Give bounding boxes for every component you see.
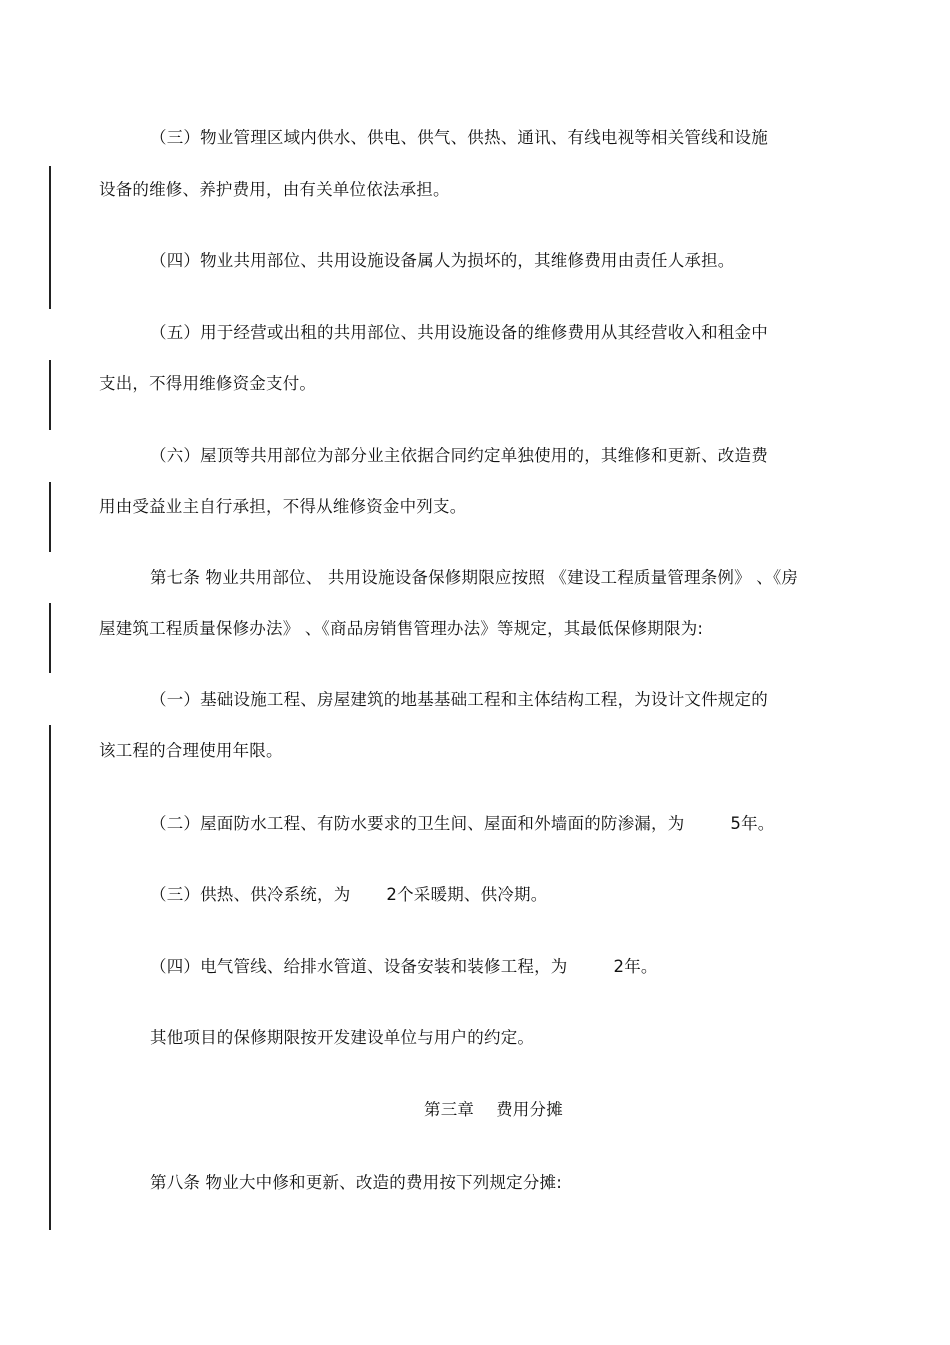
paragraph-6-line-2: 用由受益业主自行承担，不得从维修资金中列支。: [99, 497, 467, 516]
paragraph-3-line-1: （三）物业管理区域内供水、供电、供气、供热、通讯、有线电视等相关管线和设施: [150, 128, 768, 147]
chapter-title: 费用分摊: [496, 1100, 563, 1119]
item-1-line-1: （一）基础设施工程、房屋建筑的地基基础工程和主体结构工程，为设计文件规定的: [150, 690, 768, 709]
paragraph-5-line-2: 支出，不得用维修资金支付。: [99, 374, 317, 393]
margin-bar: [49, 166, 51, 309]
item-2-text: （二）屋面防水工程、有防水要求的卫生间、屋面和外墙面的防渗漏，为: [150, 814, 685, 833]
margin-bar: [49, 482, 51, 552]
paragraph-3-line-2: 设备的维修、养护费用，由有关单位依法承担。: [99, 180, 450, 199]
item-2-value: 5年。: [730, 814, 775, 833]
margin-bar: [49, 725, 51, 1230]
item-3-text: （三）供热、供冷系统，为: [150, 885, 351, 904]
item-3-value: 2个采暖期、供冷期。: [386, 885, 548, 904]
article-8: 第八条 物业大中修和更新、改造的费用按下列规定分摊:: [150, 1173, 563, 1192]
chapter-heading: [424, 1100, 563, 1120]
item-2: [150, 814, 775, 834]
margin-bar: [49, 603, 51, 673]
article-7-line-2: 屋建筑工程质量保修办法》 、《商品房销售管理办法》等规定，其最低保修期限为:: [99, 619, 704, 638]
paragraph-6-line-1: （六）屋顶等共用部位为部分业主依据合同约定单独使用的，其维修和更新、改造费: [150, 446, 768, 465]
paragraph-4: （四）物业共用部位、共用设施设备属人为损坏的，其维修费用由责任人承担。: [150, 251, 735, 270]
margin-bar: [49, 360, 51, 430]
chapter-number: 第三章: [424, 1100, 475, 1119]
article-7-line-1: 第七条 物业共用部位、 共用设施设备保修期限应按照 《建设工程质量管理条例》 、《房: [150, 568, 799, 587]
item-4: [150, 957, 658, 977]
item-3: [150, 885, 547, 905]
paragraph-5-line-1: （五）用于经营或出租的共用部位、共用设施设备的维修费用从其经营收入和租金中: [150, 323, 768, 342]
item-4-text: （四）电气管线、给排水管道、设备安装和装修工程，为: [150, 957, 568, 976]
other-items: 其他项目的保修期限按开发建设单位与用户的约定。: [150, 1028, 535, 1047]
item-4-value: 2年。: [613, 957, 658, 976]
item-1-line-2: 该工程的合理使用年限。: [99, 741, 283, 760]
